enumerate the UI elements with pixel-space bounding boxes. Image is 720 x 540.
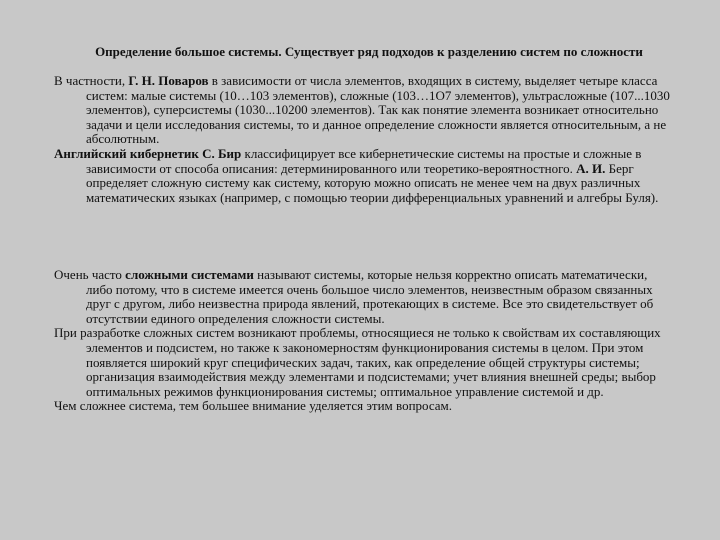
paragraph-complex-definition: [54, 268, 676, 326]
paragraph-text: Чем сложнее система, тем большее внимание уделяется этим вопросам.: [54, 398, 453, 414]
slide-title: Определение большое системы. Существует ряд подходов к разделению систем по сложности: [95, 44, 643, 59]
text-block-classification: [54, 74, 676, 205]
paragraph-conclusion: [54, 399, 676, 414]
paragraph-povarov: [54, 74, 676, 147]
paragraph-development-problems: [54, 326, 676, 399]
paragraph-text: При разработке сложных систем возникают проблемы, относящиеся не только к свойствам их составляющих элементов и подсистем, но также к закономерностям функционирования системы в целом. При этом появляется широкий круг специфических задач, таких, как определение общей структуры системы; организация взаимодействия между элементами и подсистемами; учет влияния внешней среды; выбор оптимальных режимов функционирования системы; оптимальное управление системой и др.: [54, 325, 661, 399]
paragraph-lead: Очень часто: [54, 267, 126, 282]
paragraph-text: называют системы, которые нельзя корректно описать математически, либо потому, что в системе имеется очень большое число элементов, неизвестным образом связанных друг с другом, либо неизвестна природа явлений, протекающих в системе. Все это свидетельствует об отсутствии единого определения сложности системы.: [86, 267, 654, 326]
paragraph-text: классифицирует все кибернетические системы на простые и сложные в зависимости от способа описания: детерминированного или теоретико-вероятностного.: [86, 145, 642, 176]
term-complex-systems: сложными системами: [125, 267, 254, 282]
author-berg: А. И.: [576, 160, 606, 176]
paragraph-text: в зависимости от числа элементов, входящих в систему, выделяет четыре класса систем: малые системы (10…103 элементов), сложные (103…1О7 элементов), ультрасложные (107...1030 элементов), суперсистемы (1030...10200 элементов). Так как понятие элемента возникает относительно задачи и цели исследования системы, то и данное определение сложности является относительным, а не абсолютным.: [86, 73, 670, 147]
text-block-complex-systems: [54, 268, 676, 414]
paragraph-text-2: Берг определяет сложную систему как систему, которую можно описать не менее чем на двух различных математических языках (например, с помощью теории дифференциальных уравнений и алгебры Буля).: [86, 160, 659, 205]
author-bir: Английский кибернетик С. Бир: [54, 145, 242, 161]
author-povarov: Г. Н. Поваров: [128, 73, 209, 88]
paragraph-bir: [54, 147, 676, 205]
paragraph-lead: В частности,: [54, 73, 129, 88]
